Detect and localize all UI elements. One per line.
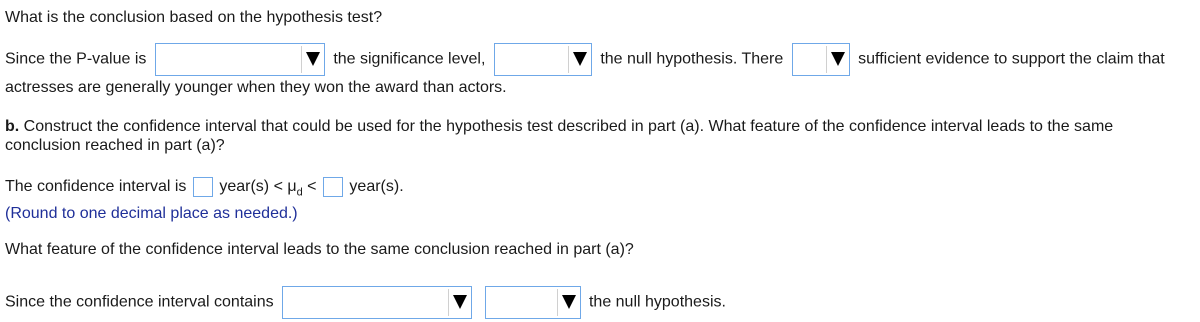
conclusion-question: What is the conclusion based on the hypothesis test? [5,9,383,26]
ci-upper-input[interactable] [323,177,343,197]
feature-question: What feature of the confidence interval leads to the same conclusion reached in part (a)? [5,241,634,258]
contains-value-dropdown[interactable] [282,286,472,319]
pvalue-mid1: the significance level, [333,50,486,68]
chevron-down-icon [453,295,467,309]
ci-sentence [5,177,404,202]
contains-suffix: the null hypothesis. [588,293,726,311]
ci-lt: < [307,178,317,196]
contains-prefix: Since the confidence interval contains [5,293,274,311]
ci-unit2: year(s). [349,178,404,196]
pvalue-mid2: the null hypothesis. There [600,50,784,68]
pvalue-prefix: Since the P-value is [5,50,147,68]
null-hypothesis-decision-dropdown[interactable] [494,43,592,76]
pvalue-line2: actresses are generally younger when they won the award than actors. [5,79,507,96]
evidence-dropdown[interactable] [792,43,850,76]
chevron-down-icon [306,52,320,66]
chevron-down-icon [573,52,587,66]
ci-lower-input[interactable] [193,177,213,197]
rounding-hint: (Round to one decimal place as needed.) [5,205,298,222]
pvalue-sentence [5,43,1165,76]
chevron-down-icon [831,52,845,66]
part-b-text1: Construct the confidence interval that could be used for the hypothesis test described in part (a). What feature of the confidence interval leads to the same [19,118,1114,135]
mu-subscript: d [296,186,303,199]
pvalue-suffix: sufficient evidence to support the claim that [858,50,1165,68]
part-b-line1 [5,117,1113,137]
mu-symbol: μ [287,178,297,196]
ci-unit1: year(s) < [219,178,283,196]
part-b-label: b. [5,118,20,135]
chevron-down-icon [562,295,576,309]
part-b-line2: conclusion reached in part (a)? [5,137,225,154]
ci-prefix: The confidence interval is [5,178,187,196]
pvalue-comparison-dropdown[interactable] [155,43,325,76]
contains-sentence [5,286,726,319]
contains-decision-dropdown[interactable] [485,286,581,319]
